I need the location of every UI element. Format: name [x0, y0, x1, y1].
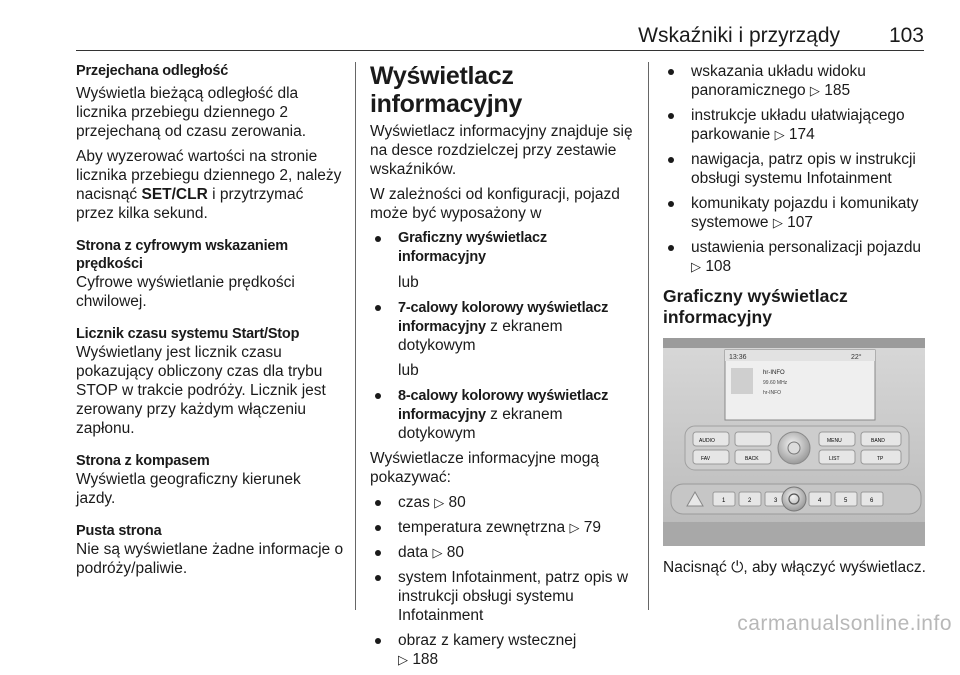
list-item: [370, 568, 636, 625]
page-header: [76, 22, 924, 52]
text: instrukcje układu ułatwiającego parkowanie: [691, 107, 905, 143]
header-rule: [76, 50, 924, 51]
screen-station: hr-INFO: [763, 370, 785, 376]
paragraph: [76, 147, 344, 223]
preset-label: 6: [870, 498, 874, 504]
text: i przytrzymać przez kilka sekund.: [76, 186, 304, 222]
arrow-ref-icon: ▷: [774, 127, 785, 142]
list-button-label: LIST: [829, 456, 840, 462]
page-ref: 185: [824, 82, 851, 99]
preset-label: 1: [722, 498, 726, 504]
preset-label: 5: [844, 498, 848, 504]
text: czas: [398, 494, 435, 511]
text: z ekranem dotykowym: [398, 318, 563, 354]
text: lub: [398, 362, 419, 379]
column-1: [76, 62, 344, 584]
screen-temp: 22°: [851, 354, 862, 361]
preset-label: 2: [748, 498, 752, 504]
screen-time: 13:36: [729, 354, 747, 361]
list-item: [663, 238, 928, 276]
column-divider: [648, 62, 649, 610]
page-number: 103: [888, 24, 924, 47]
infotainment-panel-photo: [663, 338, 925, 546]
back-button-label: BACK: [745, 456, 759, 462]
section-heading: Strona z kompasem: [76, 453, 210, 469]
list-item: [663, 150, 928, 188]
column-divider: [355, 62, 356, 610]
paragraph: Wyświetlacz informacyjny znajduje się na desce rozdzielczej przy zestawie wskaźników.: [370, 123, 633, 178]
text: nawigacja, patrz opis w instrukcji obsługi systemu Infotainment: [691, 151, 916, 187]
page-ref: 107: [787, 214, 814, 231]
power-volume-knob[interactable]: [782, 487, 806, 511]
page-ref: 80: [448, 494, 466, 511]
text: z ekranem dotykowym: [398, 406, 563, 442]
text: Nacisnąć: [663, 559, 732, 576]
text: Aby wyzerować wartości na stronie licznika przebiegu dziennego 2, należy nacisnąć: [76, 148, 342, 203]
section-heading: Pusta strona: [76, 523, 162, 539]
text: obraz z kamery wstecznej: [398, 632, 577, 649]
button-ref: SET/CLR: [141, 186, 208, 203]
radio-icon: [731, 368, 753, 394]
arrow-ref-icon: ▷: [434, 495, 445, 510]
paragraph: Wyświetlany jest licznik czasu pokazujący obliczony czas dla trybu STOP w trakcie podróży. Licznik jest zerowany przy każdym włączeniu zapłonu.: [76, 344, 326, 437]
screen-subtitle: hr-INFO: [763, 390, 782, 396]
list-item: [370, 229, 636, 267]
section-heading: Przejechana odległość: [76, 63, 229, 79]
header-title: Wskaźniki i przyrządy: [638, 24, 840, 47]
page-ref: 108: [705, 258, 732, 275]
page-ref: 79: [583, 519, 602, 536]
paragraph: W zależności od konfiguracji, pojazd może być wyposażony w: [370, 186, 620, 222]
paragraph: Nie są wyświetlane żadne informacje o podróży/paliwie.: [76, 541, 344, 577]
text: 8-calowy kolorowy wyświetlacz informacyjny: [398, 388, 609, 423]
band-button-label: BAND: [871, 438, 885, 444]
arrow-ref-icon: ▷: [691, 259, 701, 274]
text: system Infotainment, patrz opis w instrukcji obsługi systemu Infotainment: [398, 569, 629, 624]
paragraph: Wyświetlacze informacyjne mogą pokazywać:: [370, 450, 599, 486]
paragraph: Wyświetla bieżącą odległość dla licznika przebiegu dziennego 2 przejechaną od czasu zerowania.: [76, 85, 307, 140]
text: wskazania układu widoku panoramicznego: [691, 63, 866, 99]
fav-button-label: FAV: [701, 456, 711, 462]
text: data: [398, 544, 433, 561]
section-heading: Licznik czasu systemu Start/Stop: [76, 326, 300, 342]
text: Graficzny wyświetlacz informacyjny: [398, 230, 547, 265]
page-ref: 80: [446, 544, 465, 561]
text: , aby włączyć wyświetlacz.: [743, 559, 926, 576]
list-item: [370, 386, 636, 443]
menu-button-label: MENU: [827, 438, 842, 444]
list-item: [370, 518, 636, 537]
text: ustawienia personalizacji pojazdu: [691, 239, 922, 256]
screen-frequency: 99.60 MHz: [763, 380, 788, 386]
arrow-ref-icon: ▷: [772, 215, 783, 230]
paragraph: Wyświetla geograficzny kierunek jazdy.: [76, 471, 301, 507]
text: lub: [398, 274, 419, 291]
list-item: [663, 62, 928, 100]
text: temperatura zewnętrzna: [398, 519, 570, 536]
arrow-ref-icon: ▷: [809, 83, 820, 98]
audio-button-label: AUDIO: [699, 438, 715, 444]
paragraph: Cyfrowe wyświetlanie prędkości chwilowej.: [76, 274, 295, 310]
paragraph: [663, 558, 928, 577]
arrow-ref-icon: ▷: [432, 545, 443, 560]
section-heading: Graficzny wyświetlacz informacyjny: [663, 286, 848, 327]
power-icon: ⏻: [731, 559, 744, 576]
page-ref: 188: [412, 651, 439, 668]
section-heading: Strona z cyfrowym wskazaniem prędkości: [76, 238, 288, 272]
list-item: [663, 194, 928, 232]
arrow-ref-icon: ▷: [398, 652, 408, 667]
text: komunikaty pojazdu i komunikaty systemowe: [691, 195, 919, 231]
watermark: carmanualsonline.info: [737, 612, 952, 635]
fav-button[interactable]: [693, 450, 729, 464]
tp-button-label: TP: [877, 456, 884, 462]
text: 7-calowy kolorowy wyświetlacz informacyjny: [398, 300, 609, 335]
arrow-ref-icon: ▷: [569, 520, 580, 535]
list-item: [370, 631, 636, 669]
column-2: [370, 62, 636, 675]
page-ref: 174: [788, 126, 815, 143]
section-title: Wyświetlacz informacyjny: [370, 62, 523, 118]
column-3: [663, 62, 928, 583]
list-item: [370, 493, 636, 512]
list-item: [370, 543, 636, 562]
phone-button[interactable]: [735, 432, 771, 446]
preset-label: 4: [818, 498, 822, 504]
list-item: [663, 106, 928, 144]
preset-label: 3: [774, 498, 778, 504]
list-item: [370, 298, 636, 355]
